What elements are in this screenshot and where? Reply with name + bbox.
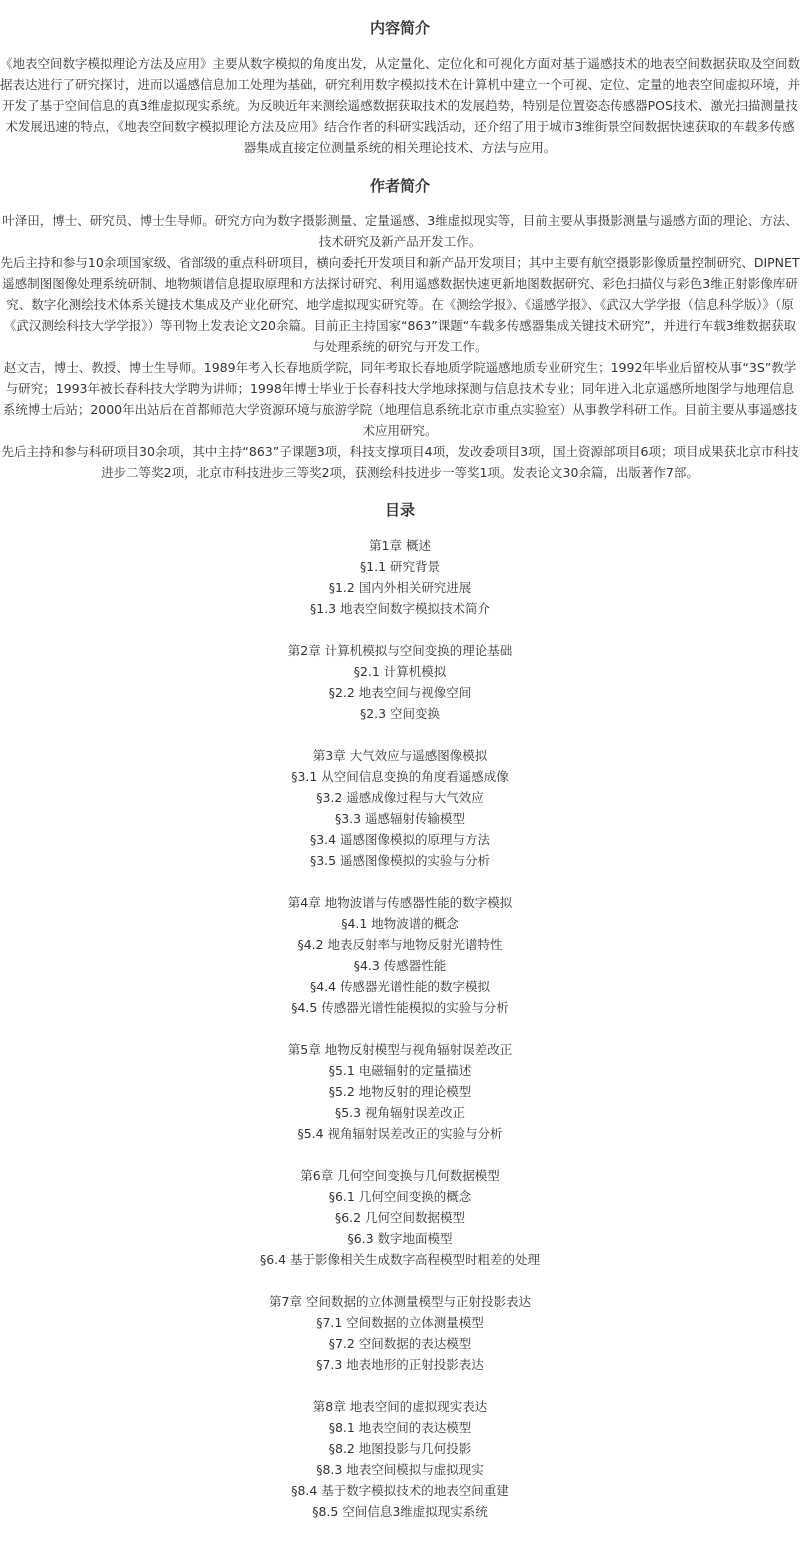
toc-list: [0, 535, 800, 1522]
author-paragraph: 先后主持和参与科研项目30余项，其中主持“863”子课题3项，科技支撑项目4项，发改委项目3项，国土资源部项目6项；项目成果获北京市科技进步二等奖2项，北京市科技进步三等奖2项，获测绘科技进步一等奖1项。发表论文30余篇，出版著作7部。: [1, 444, 799, 480]
toc-section-item: §1.1 研究背景: [359, 559, 441, 574]
toc-section-item: §8.5 空间信息3维虚拟现实系统: [312, 1504, 488, 1519]
intro-body: [0, 53, 800, 158]
toc-section-item: §4.2 地表反射率与地物反射光谱特性: [297, 937, 503, 952]
toc-section-item: §7.1 空间数据的立体测量模型: [316, 1315, 484, 1330]
toc-section-item: §5.1 电磁辐射的定量描述: [328, 1063, 472, 1078]
toc-section-item: §8.3 地表空间模拟与虚拟现实: [316, 1462, 484, 1477]
author-body: [0, 210, 800, 483]
toc-section-item: §2.1 计算机模拟: [353, 664, 447, 679]
toc-section-item: §6.3 数字地面模型: [347, 1231, 453, 1246]
toc-section-item: §5.4 视角辐射误差改正的实验与分析: [297, 1126, 503, 1141]
toc-section-item: §3.4 遥感图像模拟的原理与方法: [309, 832, 491, 847]
toc-section-item: §3.1 从空间信息变换的角度看遥感成像: [291, 769, 509, 784]
toc-chapter: [0, 1165, 800, 1270]
toc-section-item: §6.1 几何空间变换的概念: [328, 1189, 472, 1204]
toc-section-item: §1.3 地表空间数字模拟技术简介: [309, 601, 491, 616]
toc-section-item: §7.3 地表地形的正射投影表达: [316, 1357, 484, 1372]
toc-chapter-heading: 第4章 地物波谱与传感器性能的数字模拟: [287, 895, 513, 910]
toc-section-item: §6.4 基于影像相关生成数字高程模型时粗差的处理: [259, 1252, 541, 1267]
toc-chapter-heading: 第8章 地表空间的虚拟现实表达: [312, 1399, 488, 1414]
toc-section-item: §4.4 传感器光谱性能的数字模拟: [309, 979, 491, 994]
toc-section-item: §4.1 地物波谱的概念: [341, 916, 459, 931]
toc-chapter-heading: 第6章 几何空间变换与几何数据模型: [300, 1168, 500, 1183]
toc-section-item: §3.3 遥感辐射传输模型: [334, 811, 466, 826]
toc-chapter: [0, 1039, 800, 1144]
toc-section-item: §4.3 传感器性能: [353, 958, 447, 973]
author-paragraph: 先后主持和参与10余项国家级、省部级的重点科研项目，横向委托开发项目和新产品开发项目；其中主要有航空摄影影像质量控制研究、DIPNET遥感制图图像处理系统研制、地物频谱信息提取原理和方法探讨研究、利用遥感数据快速更新地图数据研究、彩色扫描仪与彩色3维正射影像库研究、数字化测绘技术体系关键技术集成及产业化研究、地学虚拟现实研究等。在《测绘学报》、《遥感学报》、《武汉大学学报（信息科学版）》（原《武汉测绘科技大学学报》）等刊物上发表论文20余篇。目前正主持国家“863”课题“车载多传感器集成关键技术研究”，并进行车载3维数据获取与处理系统的研究与开发工作。: [0, 255, 800, 354]
toc-chapter: [0, 640, 800, 724]
author-section: [0, 158, 800, 483]
toc-chapter: [0, 1291, 800, 1375]
toc-title: 目录: [384, 501, 415, 519]
toc-section-item: §2.3 空间变换: [359, 706, 441, 721]
intro-paragraph: 《地表空间数字模拟理论方法及应用》主要从数字模拟的角度出发，从定量化、定位化和可视化方面对基于遥感技术的地表空间数据获取及空间数据表达进行了研究探讨，进而以遥感信息加工处理为基础，研究利用数字模拟技术在计算机中建立一个可视、定位、定量的地表空间虚拟环境，并开发了基于空间信息的真3维虚拟现实系统。为反映近年来测绘遥感数据获取技术的发展趋势，特别是位置姿态传感器POS技术、激光扫描测量技术发展迅速的特点，《地表空间数字模拟理论方法及应用》结合作者的科研实践活动，还介绍了用于城市3维街景空间数据快速获取的车载多传感器集成直接定位测量系统的相关理论技术、方法与应用。: [0, 56, 800, 155]
toc-section-item: §2.2 地表空间与视像空间: [328, 685, 472, 700]
toc-section-item: §7.2 空间数据的表达模型: [328, 1336, 472, 1351]
toc-section-item: §8.1 地表空间的表达模型: [328, 1420, 472, 1435]
toc-chapter: [0, 535, 800, 619]
toc-section-item: §5.2 地物反射的理论模型: [328, 1084, 472, 1099]
author-title: 作者简介: [369, 177, 430, 195]
toc-chapter-heading: 第1章 概述: [369, 538, 431, 553]
toc-section-item: §6.2 几何空间数据模型: [334, 1210, 466, 1225]
toc-section-item: §3.2 遥感成像过程与大气效应: [316, 790, 484, 805]
toc-chapter: [0, 745, 800, 871]
intro-title: 内容简介: [369, 19, 430, 37]
author-paragraph: 赵文吉，博士、教授、博士生导师。1989年考入长春地质学院，同年考取长春地质学院遥感地质专业研究生；1992年毕业后留校从事“3S”教学与研究；1993年被长春科技大学聘为讲师；1998年博士毕业于长春科技大学地球探测与信息技术专业；同年进入北京遥感所地图学与地理信息系统博士后站；2000年出站后在首都师范大学资源环境与旅游学院（地理信息系统北京市重点实验室）从事教学科研工作。目前主要从事遥感技术应用研究。: [2, 360, 798, 438]
toc-section-item: §3.5 遥感图像模拟的实验与分析: [309, 853, 491, 868]
toc-chapter-heading: 第5章 地物反射模型与视角辐射误差改正: [287, 1042, 513, 1057]
toc-chapter: [0, 892, 800, 1018]
toc-section-item: §4.5 传感器光谱性能模拟的实验与分析: [291, 1000, 509, 1015]
intro-section: [0, 0, 800, 158]
toc-section-item: §1.2 国内外相关研究进展: [328, 580, 472, 595]
toc-chapter-heading: 第7章 空间数据的立体测量模型与正射投影表达: [269, 1294, 531, 1309]
toc-section-item: §8.2 地图投影与几何投影: [328, 1441, 472, 1456]
toc-chapter-heading: 第3章 大气效应与遥感图像模拟: [312, 748, 488, 763]
toc-chapter: [0, 1396, 800, 1522]
toc-section-item: §5.3 视角辐射误差改正: [334, 1105, 466, 1120]
toc-section-item: §8.4 基于数字模拟技术的地表空间重建: [291, 1483, 509, 1498]
toc-section: [0, 483, 800, 1522]
toc-chapter-heading: 第2章 计算机模拟与空间变换的理论基础: [287, 643, 513, 658]
author-paragraph: 叶泽田，博士、研究员、博士生导师。研究方向为数字摄影测量、定量遥感、3维虚拟现实等，目前主要从事摄影测量与遥感方面的理论、方法、技术研究及新产品开发工作。: [2, 213, 798, 249]
